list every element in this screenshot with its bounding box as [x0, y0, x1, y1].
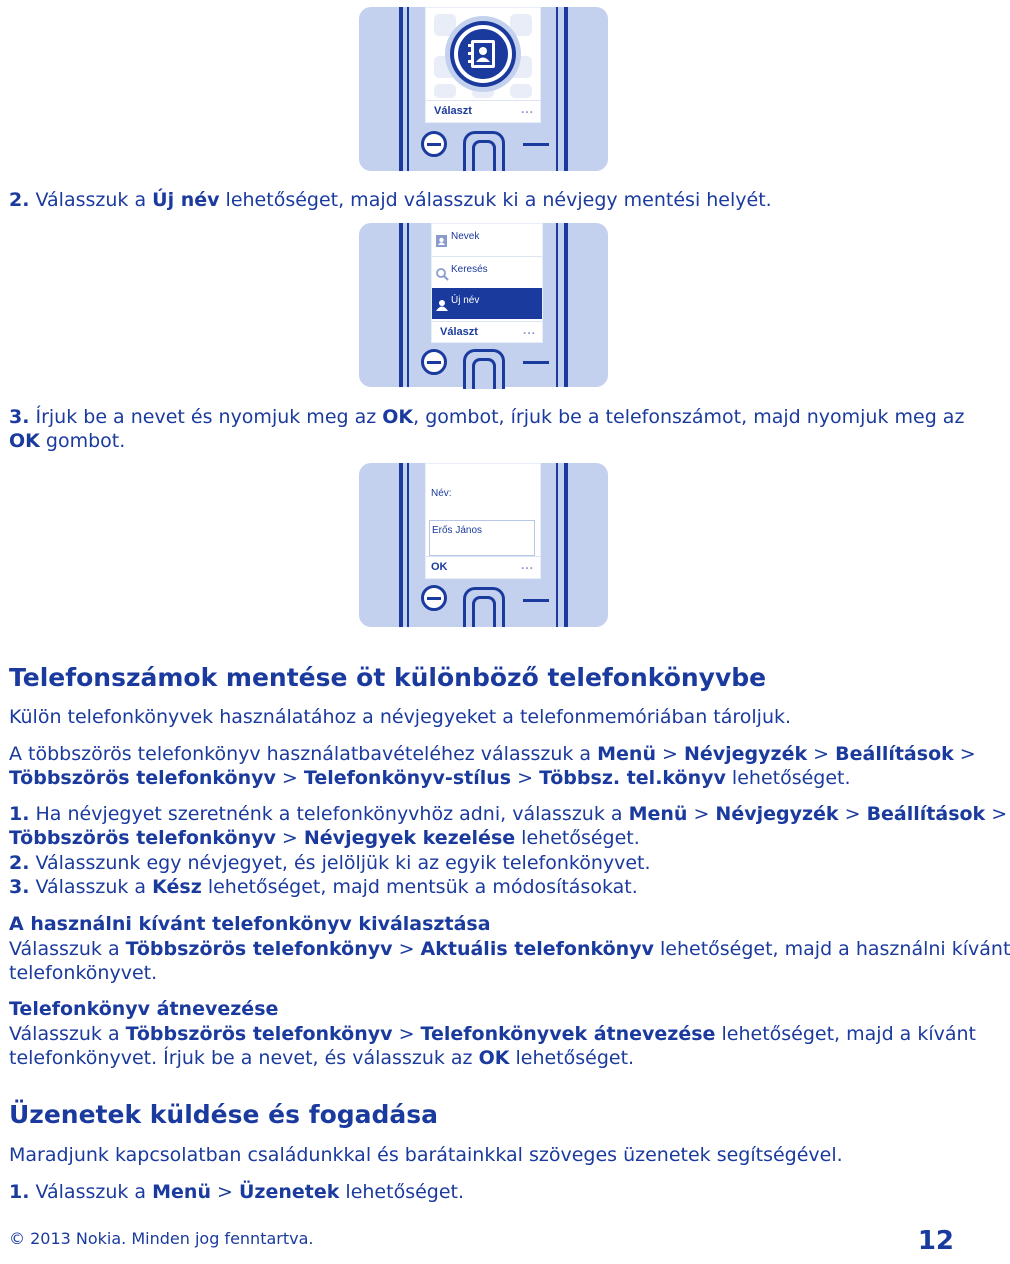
contacts-icon	[443, 14, 523, 94]
name-input[interactable]	[429, 520, 535, 556]
phone-screen	[425, 463, 541, 579]
menu-path-item: Menü	[628, 803, 688, 825]
paragraph-line	[9, 1046, 634, 1070]
menu-path-item: Beállítások	[835, 743, 954, 765]
step-1-line-1	[9, 802, 1007, 826]
paragraph-line	[9, 766, 851, 790]
menu-path-item: Többsz. tel.könyv	[539, 767, 726, 789]
menu-path-item: Névjegyzék	[715, 803, 839, 825]
separator: >	[687, 803, 716, 825]
step-2	[9, 188, 772, 212]
step-number: 3.	[9, 876, 30, 898]
text: lehetőséget.	[725, 767, 851, 789]
section-intro: Külön telefonkönyvek használatához a névjegyeket a telefonmemóriában tároljuk.	[9, 706, 792, 728]
separator: >	[655, 743, 684, 765]
menu-path-item: Többszörös telefonkönyv	[9, 827, 276, 849]
text: lehetőséget.	[515, 827, 640, 849]
step-text: , gombot, írjuk be a telefonszámot, majd nyomjuk meg az	[413, 406, 965, 428]
separator: >	[953, 743, 976, 765]
text: Válasszuk a	[9, 1023, 126, 1045]
step-1-line-2	[9, 826, 640, 850]
softkey-left-label[interactable]: Választ	[440, 326, 478, 338]
menu-path-item: Menü	[152, 1181, 211, 1203]
menu-path-item: Telefonkönyvek átnevezése	[420, 1023, 716, 1045]
separator: >	[275, 827, 304, 849]
text: Válasszuk a	[29, 876, 153, 898]
section-intro: Maradjunk kapcsolatban családunkkal és barátainkkal szöveges üzenetek segítségével.	[9, 1144, 843, 1166]
step-text: lehetőséget, majd válasszuk ki a névjegy mentési helyét.	[219, 189, 772, 211]
text: lehetőséget, majd a használni kívánt	[653, 938, 1010, 960]
contacts-icon	[435, 234, 449, 248]
left-softkey-button[interactable]	[421, 349, 447, 375]
menu-path-item: Névjegyek kezelése	[303, 827, 516, 849]
menu-path-item: Beállítások	[866, 803, 986, 825]
text: telefonkönyvet. Írjuk be a nevet, és válasszuk az	[9, 1047, 479, 1069]
add-contact-icon	[435, 298, 449, 312]
menu-path-item: Menü	[597, 743, 656, 765]
search-icon	[435, 267, 449, 281]
text: A többszörös telefonkönyv használatbavételéhez válasszuk a	[9, 743, 598, 765]
phone-illustration-1	[359, 7, 608, 171]
menu-path-item: Többszörös telefonkönyv	[9, 767, 276, 789]
menu-option-name: Új név	[152, 189, 220, 211]
separator: >	[275, 767, 304, 789]
options-dots-icon[interactable]: ...	[520, 558, 534, 572]
text: lehetőséget.	[339, 1181, 465, 1203]
options-dots-icon[interactable]: ...	[520, 102, 534, 116]
paragraph-line	[9, 1022, 976, 1046]
section-title: Telefonszámok mentése öt különböző telefonkönyvbe	[9, 663, 767, 692]
navigation-key[interactable]	[463, 587, 505, 627]
menu-path-item: Üzenetek	[238, 1181, 340, 1203]
text: Válasszunk egy névjegyet, és jelöljük ki az egyik telefonkönyvet.	[29, 852, 651, 874]
paragraph-line	[9, 742, 976, 766]
step-number: 3.	[9, 406, 30, 428]
softkey-left-label[interactable]: OK	[431, 561, 448, 573]
step-3-line-2	[9, 429, 125, 453]
paragraph-line	[9, 937, 1010, 961]
separator: >	[392, 1023, 421, 1045]
menu-item-label: Új név	[451, 295, 480, 306]
text: Válasszuk a	[29, 1181, 153, 1203]
softkey-bar	[426, 556, 540, 579]
step-number: 2.	[9, 189, 30, 211]
menu-item-uj-nev[interactable]	[432, 288, 542, 319]
phone-illustration-2	[359, 223, 608, 387]
section-title: Üzenetek küldése és fogadása	[9, 1100, 439, 1129]
right-softkey-button[interactable]	[523, 599, 549, 602]
text: lehetőséget.	[509, 1047, 635, 1069]
navigation-key[interactable]	[463, 349, 505, 389]
name-input-value: Erős János	[432, 525, 483, 536]
right-softkey-button[interactable]	[523, 361, 549, 364]
step-text: Írjuk be a nevet és nyomjuk meg az	[29, 406, 383, 428]
separator: >	[985, 803, 1008, 825]
menu-item-kereses[interactable]	[432, 256, 542, 288]
page-number: 12	[917, 1226, 954, 1256]
step-number: 1.	[9, 803, 30, 825]
separator: >	[807, 743, 836, 765]
button-name: OK	[9, 430, 40, 452]
step-2-text	[9, 851, 651, 875]
separator: >	[392, 938, 421, 960]
softkey-bar	[426, 100, 540, 123]
text: lehetőséget, majd a kívánt	[715, 1023, 977, 1045]
menu-path-item: Többszörös telefonkönyv	[125, 938, 393, 960]
subsection-title: A használni kívánt telefonkönyv kiválasztása	[9, 913, 491, 935]
menu-path-item: Telefonkönyv-stílus	[303, 767, 512, 789]
separator: >	[511, 767, 540, 789]
menu-item-label: Nevek	[451, 231, 480, 242]
menu-path-item: Többszörös telefonkönyv	[125, 1023, 393, 1045]
softkey-left-label[interactable]: Választ	[434, 105, 472, 117]
step-text: gombot.	[39, 430, 126, 452]
menu-item-label: Keresés	[451, 264, 488, 275]
phone-keypad	[359, 121, 608, 171]
menu-item-nevek[interactable]	[432, 224, 542, 255]
phone-keypad	[359, 577, 608, 627]
paragraph-line: telefonkönyvet.	[9, 962, 158, 984]
options-dots-icon[interactable]: ...	[522, 323, 536, 337]
phone-illustration-3	[359, 463, 608, 627]
button-name: OK	[478, 1047, 510, 1069]
text: Válasszuk a	[9, 938, 126, 960]
step-3-line-1	[9, 405, 964, 429]
phone-screen	[425, 7, 541, 123]
step-number: 2.	[9, 852, 30, 874]
subsection-title: Telefonkönyv átnevezése	[9, 998, 279, 1020]
menu-path-item: Aktuális telefonkönyv	[420, 938, 654, 960]
phone-keypad	[359, 337, 608, 387]
left-softkey-button[interactable]	[421, 131, 447, 157]
menu-path-item: Kész	[152, 876, 202, 898]
right-softkey-button[interactable]	[523, 143, 549, 146]
left-softkey-button[interactable]	[421, 585, 447, 611]
text: lehetőséget, majd mentsük a módosításokat.	[201, 876, 638, 898]
menu-path-item: Névjegyzék	[683, 743, 808, 765]
step-text: Válasszuk a	[35, 189, 153, 211]
name-field-label: Név:	[431, 488, 452, 499]
separator: >	[838, 803, 867, 825]
separator: >	[210, 1181, 239, 1203]
step-number: 1.	[9, 1181, 30, 1203]
button-name: OK	[382, 406, 414, 428]
step-1-text	[9, 1180, 464, 1204]
copyright-notice: © 2013 Nokia. Minden jog fenntartva.	[9, 1229, 314, 1248]
phone-screen	[431, 223, 543, 343]
step-3-text	[9, 875, 638, 899]
navigation-key[interactable]	[463, 131, 505, 171]
text: Ha névjegyet szeretnénk a telefonkönyvhöz adni, válasszuk a	[29, 803, 629, 825]
